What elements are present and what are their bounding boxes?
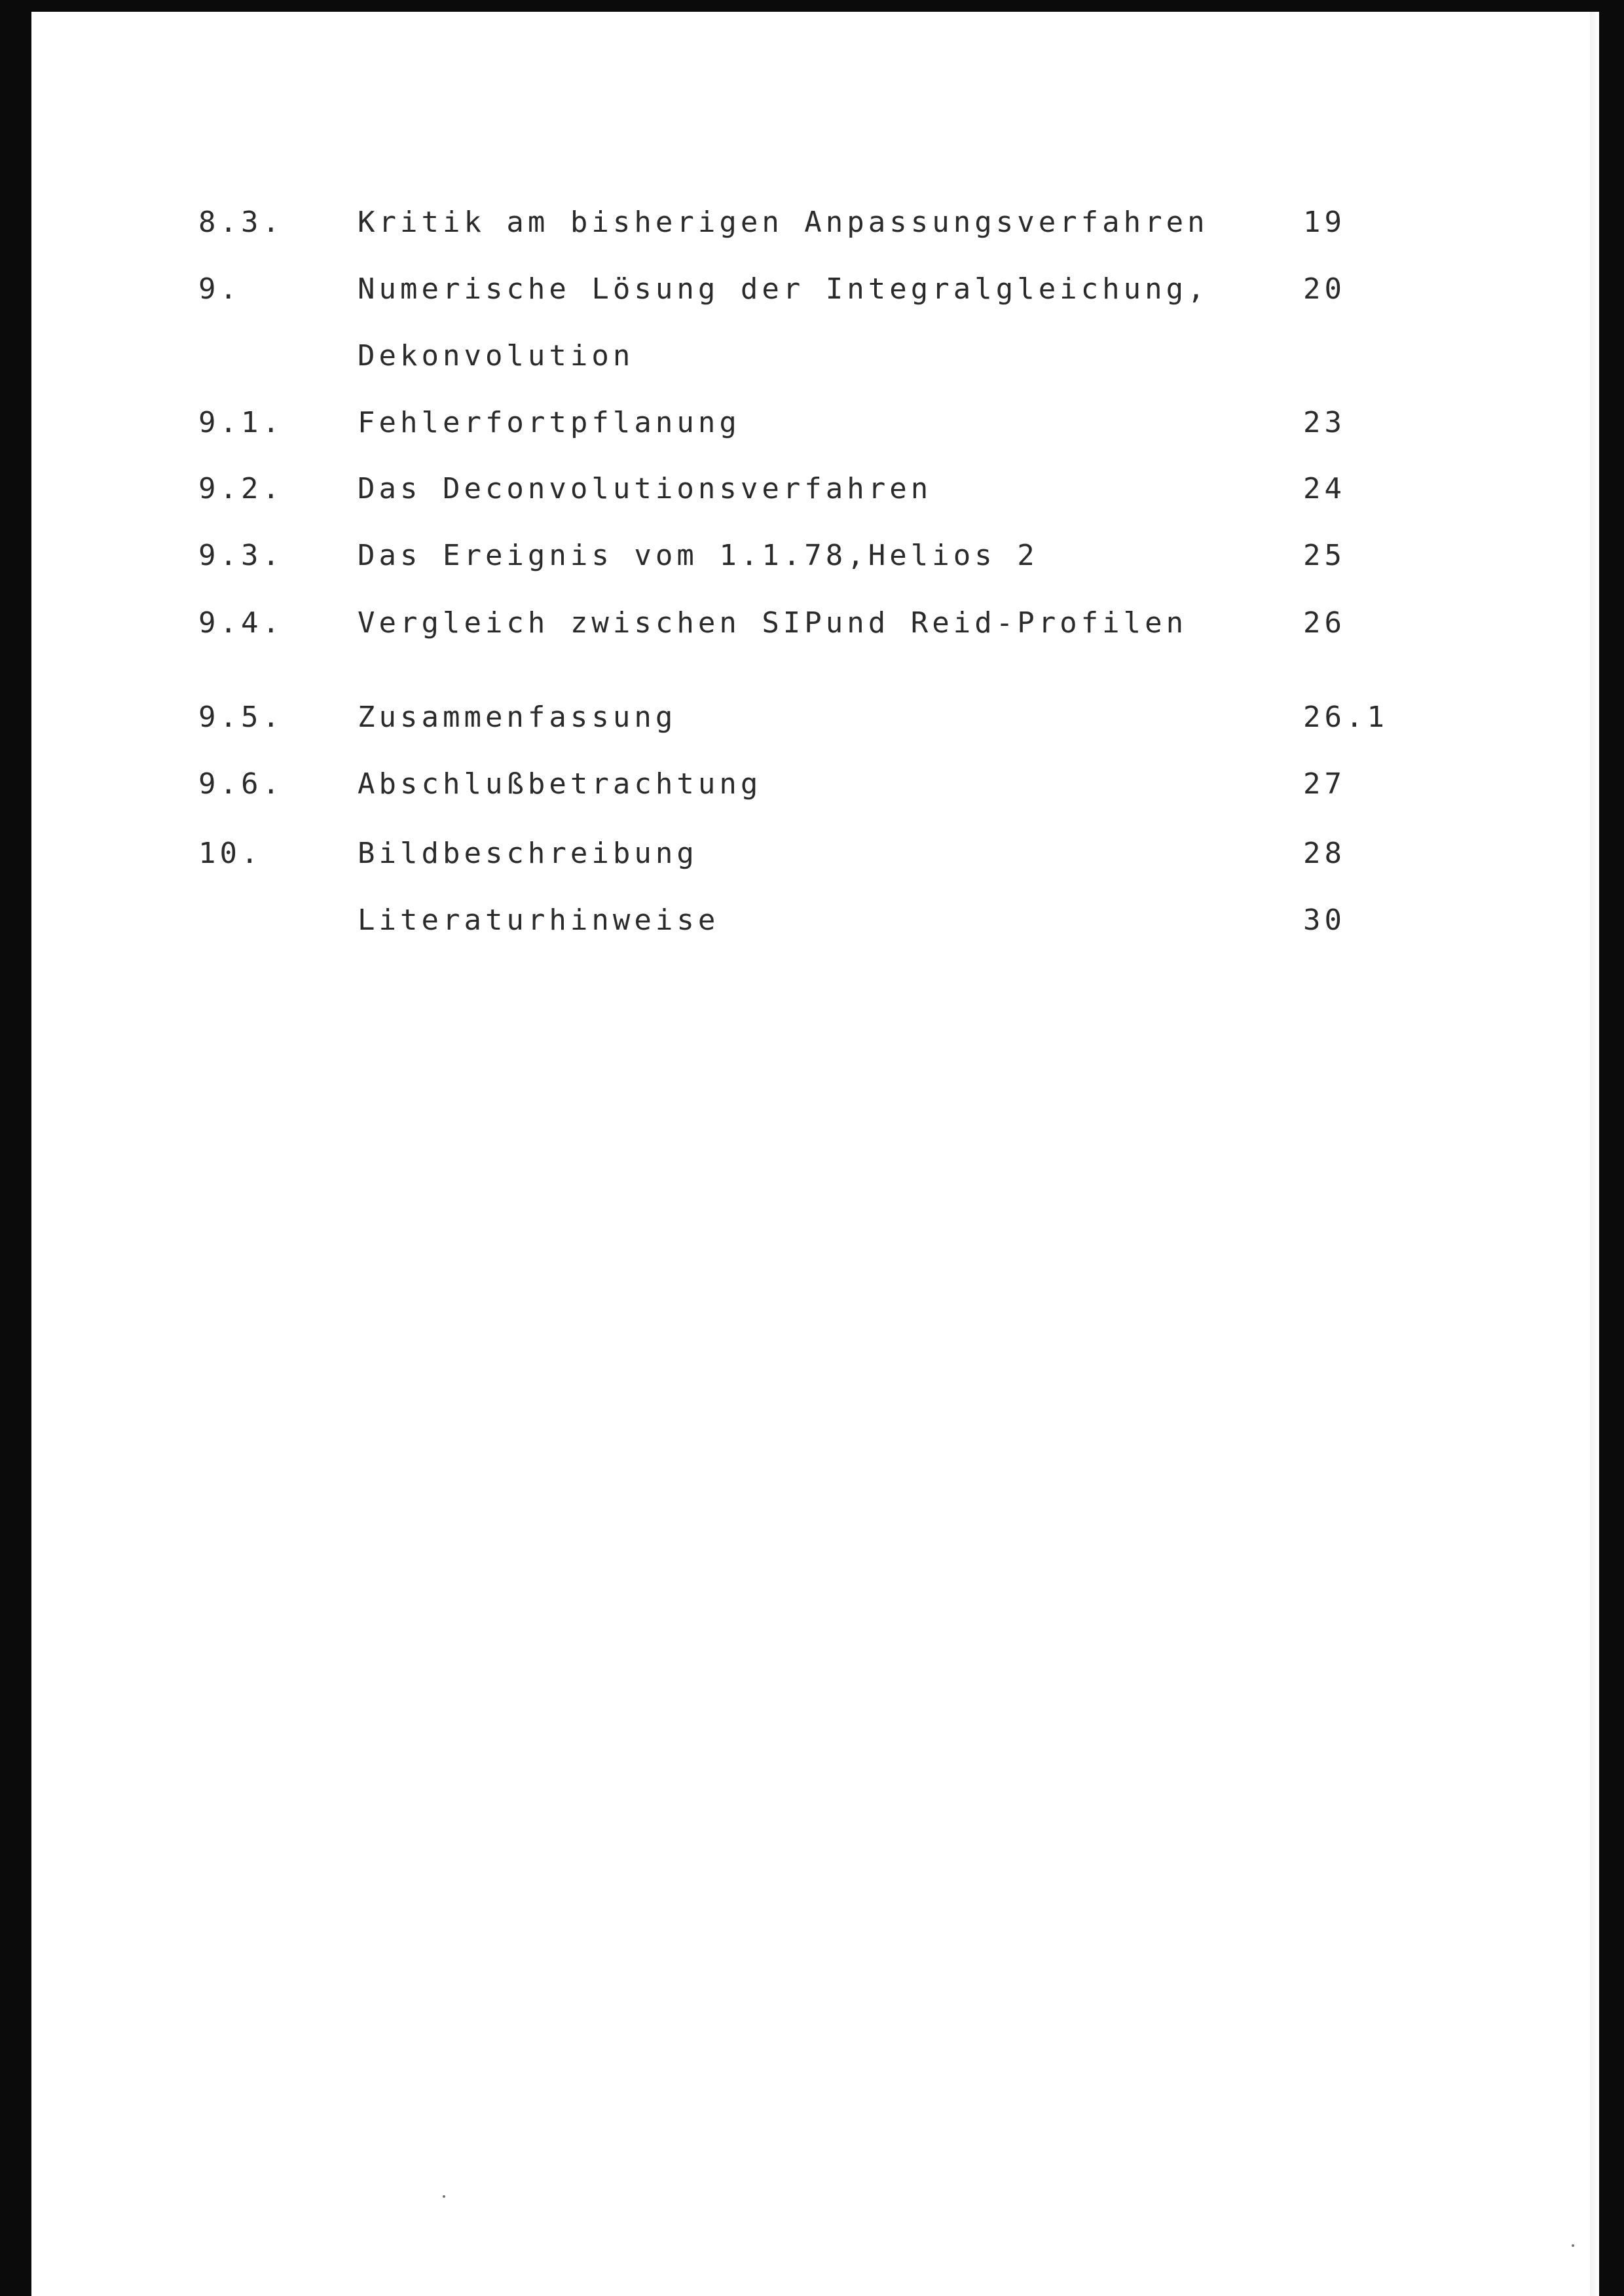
toc-entry [31, 698, 1599, 750]
toc-entry [31, 469, 1599, 522]
toc-entry-title: Das Ereignis vom 1.1.78,Helios 2 [358, 539, 1039, 572]
toc-entry-title: Abschlußbetrachtung [358, 767, 762, 801]
toc-entry-title: Dekonvolution [358, 339, 635, 373]
toc-entry-page: 25 [1303, 539, 1346, 572]
toc-entry-number: 9. [198, 272, 241, 306]
toc-entry-page: 28 [1303, 837, 1346, 870]
toc-entry-page: 23 [1303, 406, 1346, 439]
toc-entry-number: 9.5. [198, 701, 284, 734]
toc-entry [31, 901, 1599, 953]
toc-entry-number: 8.3. [198, 206, 284, 239]
toc-entry-number: 9.4. [198, 606, 284, 640]
toc-entry-page: 26 [1303, 606, 1346, 640]
toc-entry [31, 536, 1599, 589]
toc-entry-page: 24 [1303, 472, 1346, 505]
toc-entry-page: 19 [1303, 206, 1346, 239]
toc-entry-title: Literaturhinweise [358, 903, 720, 937]
toc-entry [31, 834, 1599, 886]
table-of-contents [31, 12, 1599, 2296]
toc-entry-number: 9.3. [198, 539, 284, 572]
toc-entry-number: 9.1. [198, 406, 284, 439]
document-page [31, 12, 1599, 2296]
toc-entry-page: 20 [1303, 272, 1346, 306]
toc-entry-title: Bildbeschreibung [358, 837, 698, 870]
toc-entry [31, 604, 1599, 656]
scan-speck [1572, 2244, 1574, 2247]
toc-entry-number: 10. [198, 837, 263, 870]
toc-entry-page: 27 [1303, 767, 1346, 801]
toc-entry [31, 765, 1599, 817]
toc-entry-page: 30 [1303, 903, 1346, 937]
toc-entry-title: Kritik am bisherigen Anpassungsverfahren [358, 206, 1209, 239]
toc-entry-title: Fehlerfortpflanung [358, 406, 741, 439]
toc-entry-title: Vergleich zwischen SIPund Reid-Profilen [358, 606, 1188, 640]
toc-entry [31, 403, 1599, 456]
toc-entry [31, 270, 1599, 322]
toc-entry-page: 26.1 [1303, 701, 1388, 734]
toc-entry-title: Das Deconvolutionsverfahren [358, 472, 932, 505]
toc-entry-title: Zusammenfassung [358, 701, 677, 734]
scan-speck [443, 2195, 445, 2198]
toc-entry-number: 9.2. [198, 472, 284, 505]
toc-entry-number: 9.6. [198, 767, 284, 801]
toc-entry [31, 203, 1599, 255]
toc-entry-continuation [31, 337, 1599, 389]
toc-entry-title: Numerische Lösung der Integralgleichung, [358, 272, 1209, 306]
